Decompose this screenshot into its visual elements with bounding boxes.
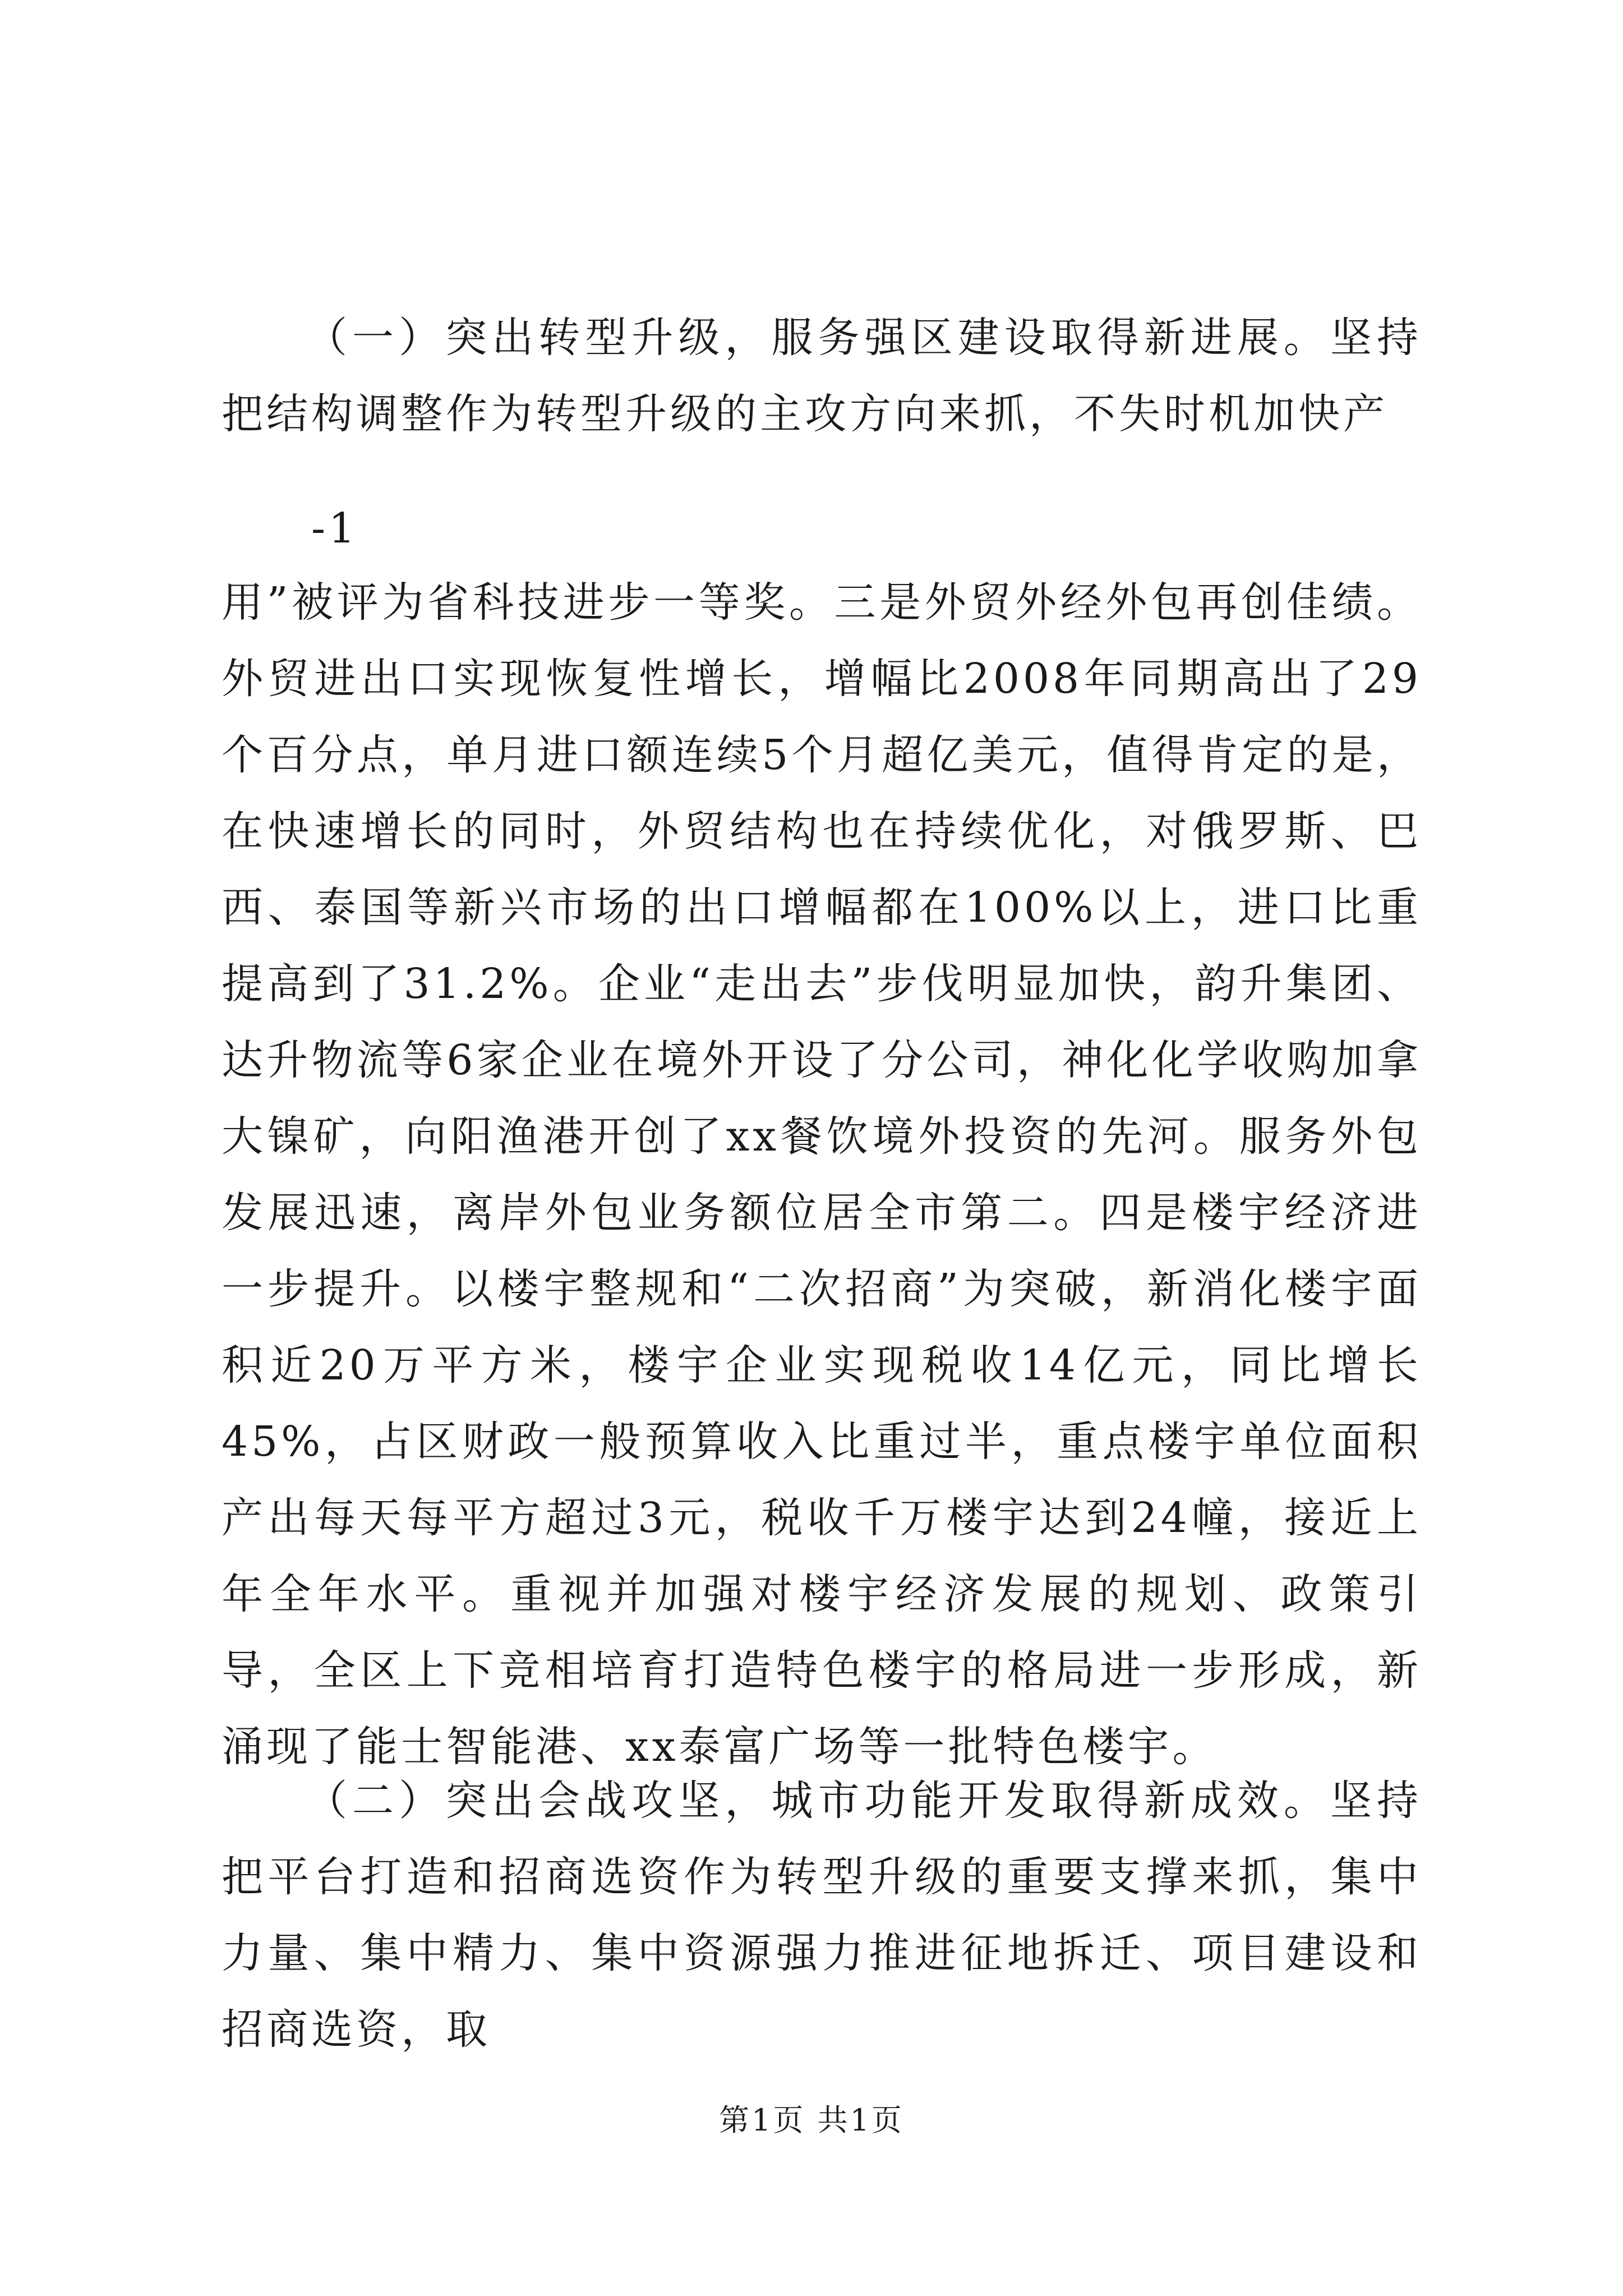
paragraph-section-one-heading: （一）突出转型升级，服务强区建设取得新进展。坚持把结构调整作为转型升级的主攻方向来抓，不失时机加快产 bbox=[222, 314, 1422, 438]
page-number-marker: -1 bbox=[311, 504, 359, 553]
paragraph-section-two-heading: （二）突出会战攻坚，城市功能开发取得新成效。坚持把平台打造和招商选资作为转型升级的重要支撑来抓，集中力量、集中精力、集中资源强力推进征地拆迁、项目建设和招商选资，取 bbox=[222, 1777, 1422, 2054]
body-text-section-2 bbox=[222, 564, 1422, 1785]
footer-page-label: 第1页 共1页 bbox=[719, 2102, 904, 2138]
page-footer bbox=[0, 2098, 1623, 2143]
body-text-section-1 bbox=[222, 300, 1422, 452]
paragraph-foreign-trade: 用”被评为省科技进步一等奖。三是外贸外经外包再创佳绩。外贸进出口实现恢复性增长，增幅比2008年同期高出了29个百分点，单月进口额连续5个月超亿美元，值得肯定的是，在快速增长的同时，外贸结构也在持续优化，对俄罗斯、巴西、泰国等新兴市场的出口增幅都在100%以上，进口比重提高到了31.2%。企业“走出去”步伐明显加快，韵升集团、达升物流等6家企业在境外开设了分公司，神化化学收购加拿大镍矿，向阳渔港开创了xx餐饮境外投资的先河。服务外包发展迅速，离岸外包业务额位居全市第二。四是楼宇经济进一步提升。以楼宇整规和“二次招商”为突破，新消化楼宇面积近20万平方米，楼宇企业实现税收14亿元，同比增长45%，占区财政一般预算收入比重过半，重点楼宇单位面积产出每天每平方超过3元，税收千万楼宇达到24幢，接近上年全年水平。重视并加强对楼宇经济发展的规划、政策引导，全区上下竞相培育打造特色楼宇的格局进一步形成，新涌现了能士智能港、xx泰富广场等一批特色楼宇。 bbox=[222, 578, 1422, 1771]
body-text-page-marker bbox=[222, 490, 1422, 567]
body-text-section-3 bbox=[222, 1763, 1422, 2068]
